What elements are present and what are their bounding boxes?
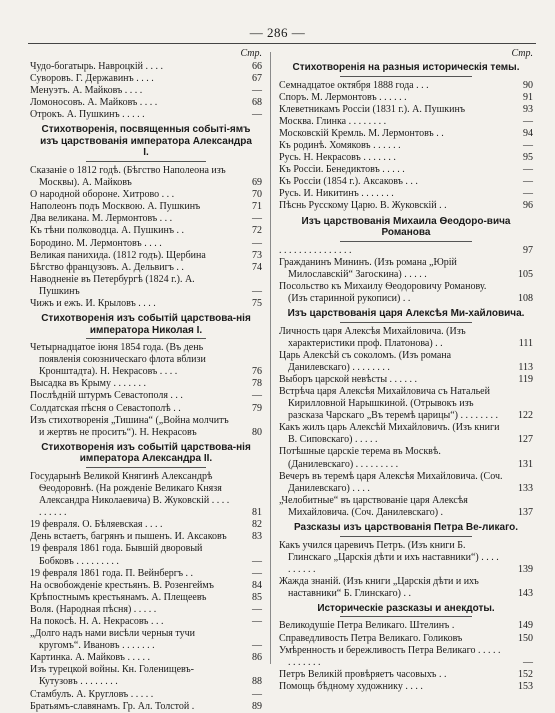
toc-entry	[279, 681, 533, 693]
entry-title: Къ родинѣ. Хомяковъ . . . . . .	[279, 139, 401, 151]
toc-entry	[30, 628, 262, 652]
entry-list	[30, 61, 262, 121]
toc-entry	[30, 519, 262, 531]
toc-entry	[30, 201, 262, 213]
entry-page-number: 111	[518, 337, 533, 349]
toc-entry	[30, 73, 262, 85]
toc-entry	[30, 531, 262, 543]
entry-page-number: —	[252, 640, 262, 652]
entry-page-number: —	[252, 285, 262, 297]
entry-title: Изъ стихотворенія „Тишина“ („Война молчитъ и жертвъ не проситъ“). Н. Некрасовъ	[30, 414, 229, 438]
entry-title: День встаетъ, багрянъ и пышенъ. И. Аксаковъ	[30, 531, 227, 543]
section-title: Стихотворенія, посвященныя событі-ямъ изъ царствованія императора Александра I.	[40, 124, 252, 159]
entry-page-number: 133	[518, 482, 533, 494]
header-rule	[28, 43, 536, 44]
toc-entry	[30, 580, 262, 592]
entry-title: Москва. Глинка . . . . . . . .	[279, 115, 387, 127]
entry-title: Умѣренность и бережливость Петра Великаго . . . . . . . . . . . .	[279, 644, 501, 668]
section-rule	[340, 322, 472, 323]
entry-page-number: 93	[523, 103, 533, 115]
toc-entry	[30, 189, 262, 201]
entry-title: Царь Алексѣй съ соколомъ. (Изъ романа Данилевскаго) . . . . . . . .	[279, 349, 452, 373]
entry-page-number: 73	[252, 249, 262, 261]
entry-page-number: 139	[518, 563, 533, 575]
entry-page-number: —	[523, 115, 533, 127]
section-title: Стихотворенія на разныя историческія темы.	[292, 62, 520, 73]
entry-page-number: 85	[252, 591, 262, 603]
entry-page-number: 71	[252, 201, 262, 213]
toc-entry	[279, 620, 533, 632]
entry-title: Споръ. М. Лермонтовъ . . . . . .	[279, 91, 407, 103]
entry-page-number: 143	[518, 587, 533, 599]
entry-title: Вечеръ въ теремѣ царя Алексѣя Михайловича. (Соч. Данилевскаго) . . . .	[279, 470, 503, 494]
entry-page-number: —	[252, 603, 262, 615]
entry-page-number: 81	[252, 507, 262, 519]
entry-page-number: 74	[252, 261, 262, 273]
entry-page-number: —	[252, 615, 262, 627]
toc-entry	[279, 257, 533, 281]
toc-entry	[30, 213, 262, 225]
entry-list	[279, 245, 533, 305]
toc-entry	[279, 326, 533, 350]
entry-page-number: —	[523, 176, 533, 188]
toc-entry	[279, 128, 533, 140]
entry-title: 19 февраля. О. Бѣляевская . . . .	[30, 519, 163, 531]
section-title: Изъ царствованія царя Алексѣя Ми-хайловича.	[287, 308, 525, 319]
entry-page-number: 127	[518, 434, 533, 446]
toc-entry	[279, 669, 533, 681]
entry-title: Наполеонъ подъ Москвою. А. Пушкинъ	[30, 201, 201, 213]
entry-title: О народной обороне. Хитрово . . .	[30, 189, 175, 201]
entry-title: Послѣдній штурмъ Севастополя . . .	[30, 390, 183, 402]
entry-title: Жажда знаній. (Изъ книги „Царскія дѣти и ихъ наставники“ Б. Глинскаго) . .	[279, 575, 479, 599]
entry-title: Сказаніе о 1812 годѣ. (Бѣгство Наполеона изъ Москвы). А. Майковъ	[30, 164, 226, 189]
entry-page-number: —	[523, 656, 533, 668]
toc-entry	[279, 281, 533, 305]
entry-title: . . . . . . . . . . . . . . .	[279, 244, 352, 256]
toc-entry	[279, 245, 533, 257]
entry-page-number: 79	[252, 402, 262, 414]
toc-entry	[279, 104, 533, 116]
toc-entry	[279, 140, 533, 152]
entry-title: Менуэтъ. А. Майковъ . . . .	[30, 85, 143, 97]
toc-entry	[30, 689, 262, 701]
entry-title: На освобожденіе крестьянъ. В. Розенгеймъ	[30, 579, 214, 591]
entry-list	[279, 540, 533, 600]
entry-title: Справедливость Петра Великаго. Голиковъ	[279, 632, 463, 644]
toc-entry	[279, 92, 533, 104]
entry-page-number: 72	[252, 225, 262, 237]
page-column-label: Стр.	[511, 48, 533, 59]
toc-entry	[30, 390, 262, 402]
section-rule	[340, 241, 472, 242]
right-column	[279, 48, 533, 693]
toc-entry	[279, 80, 533, 92]
entry-page-number: 70	[252, 189, 262, 201]
entry-title: Петръ Великій провѣряетъ часовыхъ . .	[279, 668, 447, 680]
entry-title: „Долго надъ нами висѣли черныя тучи кругомъ“. Ивановъ . . . . . . .	[30, 628, 196, 652]
entry-page-number: 68	[252, 97, 262, 109]
entry-title: Стамбулъ. А. Кругловъ . . . . .	[30, 688, 154, 700]
entry-list	[30, 342, 262, 439]
entry-title: 19 февраля 1861 года. Бывшій дворовый Бобковъ . . . . . . . . .	[30, 543, 203, 567]
toc-entry	[30, 85, 262, 97]
entry-page-number: 113	[518, 361, 533, 373]
section-title: Историческіе разсказы и анекдоты.	[317, 602, 495, 614]
toc-entry	[279, 540, 533, 576]
toc-entry	[30, 274, 262, 298]
entry-title: Ломоносовъ. А. Майковъ . . . .	[30, 97, 158, 109]
entry-title: Государынѣ Великой Княгинѣ Александрѣ Ѳеодоровнѣ. (На рожденіе Великаго Князя Александра Николаевича) В. Жуковскій . . . . . . . . . .	[30, 470, 230, 519]
entry-page-number: —	[252, 567, 262, 579]
toc-entry	[30, 262, 262, 274]
toc-entry	[30, 61, 262, 73]
toc-entry	[279, 422, 533, 446]
toc-entry	[279, 576, 533, 600]
entry-page-number: 119	[518, 373, 533, 385]
entry-page-number: 108	[518, 292, 533, 304]
entry-page-number: 153	[518, 680, 533, 692]
entry-page-number: —	[523, 188, 533, 200]
entry-page-number: 90	[523, 79, 533, 91]
toc-entry	[30, 652, 262, 664]
entry-page-number: —	[252, 390, 262, 402]
toc-entry	[279, 164, 533, 176]
toc-entry	[30, 471, 262, 519]
entry-title: На покосѣ. Н. А. Некрасовъ . . .	[30, 615, 164, 627]
section-title: Изъ царствованія Михаила Ѳеодоро-вича Романова	[301, 215, 511, 239]
entry-list	[279, 326, 533, 520]
toc-entry	[279, 176, 533, 188]
toc-entry	[30, 415, 262, 439]
toc-entry	[279, 200, 533, 212]
entry-title: Русь. Н. Некрасовъ . . . . . . .	[279, 152, 396, 164]
entry-page-number: 78	[252, 378, 262, 390]
section-title: Стихотворенія изъ событій царствова-нія императора Николая I.	[41, 313, 251, 336]
entry-page-number: 105	[518, 268, 533, 280]
toc-entry	[279, 446, 533, 470]
entry-page-number: —	[523, 139, 533, 151]
entry-title: Великодушіе Петра Великаго. Штелинъ .	[279, 620, 455, 632]
section-rule	[340, 616, 472, 617]
toc-entry	[279, 188, 533, 200]
entry-page-number: 66	[252, 61, 262, 72]
section-rule	[340, 536, 472, 537]
column-divider	[270, 52, 271, 664]
entry-page-number: —	[252, 109, 262, 121]
toc-entry	[279, 386, 533, 422]
toc-entry	[30, 342, 262, 378]
entry-page-number: 88	[252, 676, 262, 688]
entry-page-number: 152	[518, 668, 533, 680]
section-rule	[86, 161, 207, 162]
entry-title: Встрѣча царя Алексѣя Михайловича съ Натальей Кирилловной Нарышкиной. (Отрывокъ изъ разсказа Чарскаго „Въ теремѣ царицы“) . . . . . . . .	[279, 385, 498, 422]
entry-title: Бѣгство французовъ. А. Дельвигъ . .	[30, 261, 184, 273]
toc-entry	[30, 109, 262, 121]
entry-title: Потѣшные царскіе терема въ Москвѣ. (Данилевскаго) . . . . . . . . .	[279, 446, 441, 470]
toc-entry	[30, 616, 262, 628]
entry-title: Чижъ и ежъ. И. Крыловъ . . . .	[30, 298, 156, 309]
entry-page-number: 80	[252, 426, 262, 438]
toc-entry	[30, 250, 262, 262]
entry-page-number: 95	[523, 152, 533, 164]
entry-title: Отрокъ. А. Пушкинъ . . . . .	[30, 109, 145, 121]
entry-page-number: 149	[518, 620, 533, 632]
toc-entry	[30, 568, 262, 580]
section-rule	[86, 338, 207, 339]
entry-page-number: —	[252, 237, 262, 249]
entry-page-number: —	[252, 688, 262, 700]
entry-page-number: 69	[252, 177, 262, 189]
entry-list	[30, 165, 262, 310]
entry-title: Какъ учился царевичъ Петръ. (Изъ книги Б. Глинскаго „Царскія дѣти и ихъ наставники“) . . . . . . . . . .	[279, 539, 499, 575]
entry-title: Воля. (Народная пѣсня) . . . . .	[30, 603, 157, 615]
toc-entry	[279, 471, 533, 495]
toc-entry	[30, 238, 262, 250]
entry-title: Клеветникамъ Россіи (1831 г.). А. Пушкинъ	[279, 103, 465, 115]
entry-page-number: 83	[252, 531, 262, 543]
entry-title: Помощь бѣдному художнику . . . .	[279, 680, 423, 692]
entry-page-number: 75	[252, 298, 262, 309]
entry-title: Изъ турецкой войны. Кн. Голенищевъ-Кутузовъ . . . . . . . .	[30, 664, 195, 688]
entry-title: Къ Россіи. Бенедиктовъ . . . . .	[279, 164, 405, 176]
toc-entry	[279, 350, 533, 374]
entry-page-number: —	[523, 164, 533, 176]
page-number: — 286 —	[249, 25, 306, 40]
toc-entry	[30, 225, 262, 237]
section-rule	[340, 76, 472, 77]
toc-entry	[279, 116, 533, 128]
toc-entry	[30, 165, 262, 189]
entry-page-number: 150	[518, 632, 533, 644]
entry-title: Къ Россіи (1854 г.). Аксаковъ . . .	[279, 176, 418, 188]
entry-page-number: 76	[252, 366, 262, 378]
page-column-label: Стр.	[240, 48, 262, 59]
entry-page-number: 96	[523, 200, 533, 212]
entry-title: Два великана. М. Лермонтовъ . . .	[30, 213, 173, 225]
entry-list	[30, 471, 262, 713]
section-title: Разсказы изъ царствованія Петра Ве-ликаго.	[293, 522, 518, 533]
entry-title: „Челобитные“ въ царствованіе царя Алексѣя Михайловича. (Соч. Данилевскаго) .	[279, 494, 468, 518]
entry-title: Чудо-богатырь. Навроцкій . . . .	[30, 61, 164, 72]
entry-title: Московскій Кремль. М. Лермонтовъ . .	[279, 127, 444, 139]
entry-page-number: 94	[523, 127, 533, 139]
toc-entry	[279, 633, 533, 645]
entry-title: Посольство къ Михаилу Ѳеодоровичу Романову. (Изъ старинной рукописи) . .	[279, 280, 487, 304]
toc-entry	[279, 152, 533, 164]
entry-title: Русь. И. Никитинъ . . . . . . .	[279, 188, 394, 200]
entry-title: Гражданинъ Мининъ. (Изъ романа „Юрій Милославскій“ Загоскина) . . . . .	[279, 256, 457, 280]
toc-entry	[30, 543, 262, 567]
entry-title: Къ тѣни полководца. А. Пушкинъ . .	[30, 225, 185, 237]
left-column	[30, 48, 262, 713]
entry-title: Выборъ царской невѣсты . . . . . .	[279, 373, 418, 385]
entry-page-number: —	[252, 555, 262, 567]
entry-page-number: 137	[518, 506, 533, 518]
entry-page-number: 67	[252, 73, 262, 85]
entry-title: Крѣпостнымъ крестьянамъ. А. Плещеевъ	[30, 591, 207, 603]
entry-title: Солдатская пѣсня о Севастополѣ . .	[30, 402, 181, 414]
toc-entry	[279, 495, 533, 519]
toc-entry	[30, 378, 262, 390]
entry-list	[279, 620, 533, 693]
entry-page-number: 86	[252, 652, 262, 664]
toc-entry	[30, 592, 262, 604]
entry-page-number: —	[252, 85, 262, 97]
entry-page-number: —	[252, 213, 262, 225]
toc-entry	[279, 374, 533, 386]
entry-title: Великая панихида. (1812 годъ). Щербина	[30, 249, 206, 261]
entry-title: Бородино. М. Лермонтовъ . . . .	[30, 237, 162, 249]
entry-title: 19 февраля 1861 года. П. Вейнбергъ . .	[30, 567, 194, 579]
entry-page-number: 82	[252, 519, 262, 531]
entry-page-number: 131	[518, 458, 533, 470]
entry-title: Какъ жилъ царь Алексѣй Михайловичъ. (Изъ книги В. Сиповскаго) . . . . .	[279, 422, 500, 446]
entry-page-number: 84	[252, 579, 262, 591]
toc-entry	[279, 645, 533, 669]
entry-title: Личность царя Алексѣя Михайловича. (Изъ характеристики проф. Платонова) . .	[279, 325, 466, 349]
toc-entry	[30, 298, 262, 310]
entry-page-number: 122	[518, 410, 533, 422]
entry-title: Пѣснь Русскому Царю. В. Жуковскій . .	[279, 200, 447, 212]
entry-list	[279, 80, 533, 213]
toc-entry	[30, 403, 262, 415]
toc-entry	[30, 664, 262, 688]
section-rule	[86, 467, 207, 468]
toc-entry	[30, 97, 262, 109]
entry-page-number: 89	[252, 700, 262, 712]
entry-title: Суворовъ. Г. Державинъ . . . .	[30, 73, 154, 85]
entry-title: Высадка въ Крыму . . . . . . .	[30, 378, 146, 390]
entry-page-number: 97	[523, 244, 533, 256]
entry-page-number: 91	[523, 91, 533, 103]
entry-title: Картинка. А. Майковъ . . . . .	[30, 652, 150, 664]
entry-title: Четырнадцатое іюня 1854 года. (Въ день появленія союзническаго флота вблизи Кронштадта). Н. Некрасовъ . . . .	[30, 342, 206, 378]
toc-entry	[30, 701, 262, 713]
entry-title: Наводненіе въ Петербургѣ (1824 г.). А. Пушкинъ	[30, 273, 195, 297]
entry-title: Семнадцатое октября 1888 года . . .	[279, 79, 429, 91]
section-title: Стихотворенія изъ событій царствова-нія императора Александра II.	[41, 441, 251, 465]
entry-title: Братьямъ-славянамъ. Гр. Ал. Толстой .	[30, 700, 195, 712]
toc-entry	[30, 604, 262, 616]
